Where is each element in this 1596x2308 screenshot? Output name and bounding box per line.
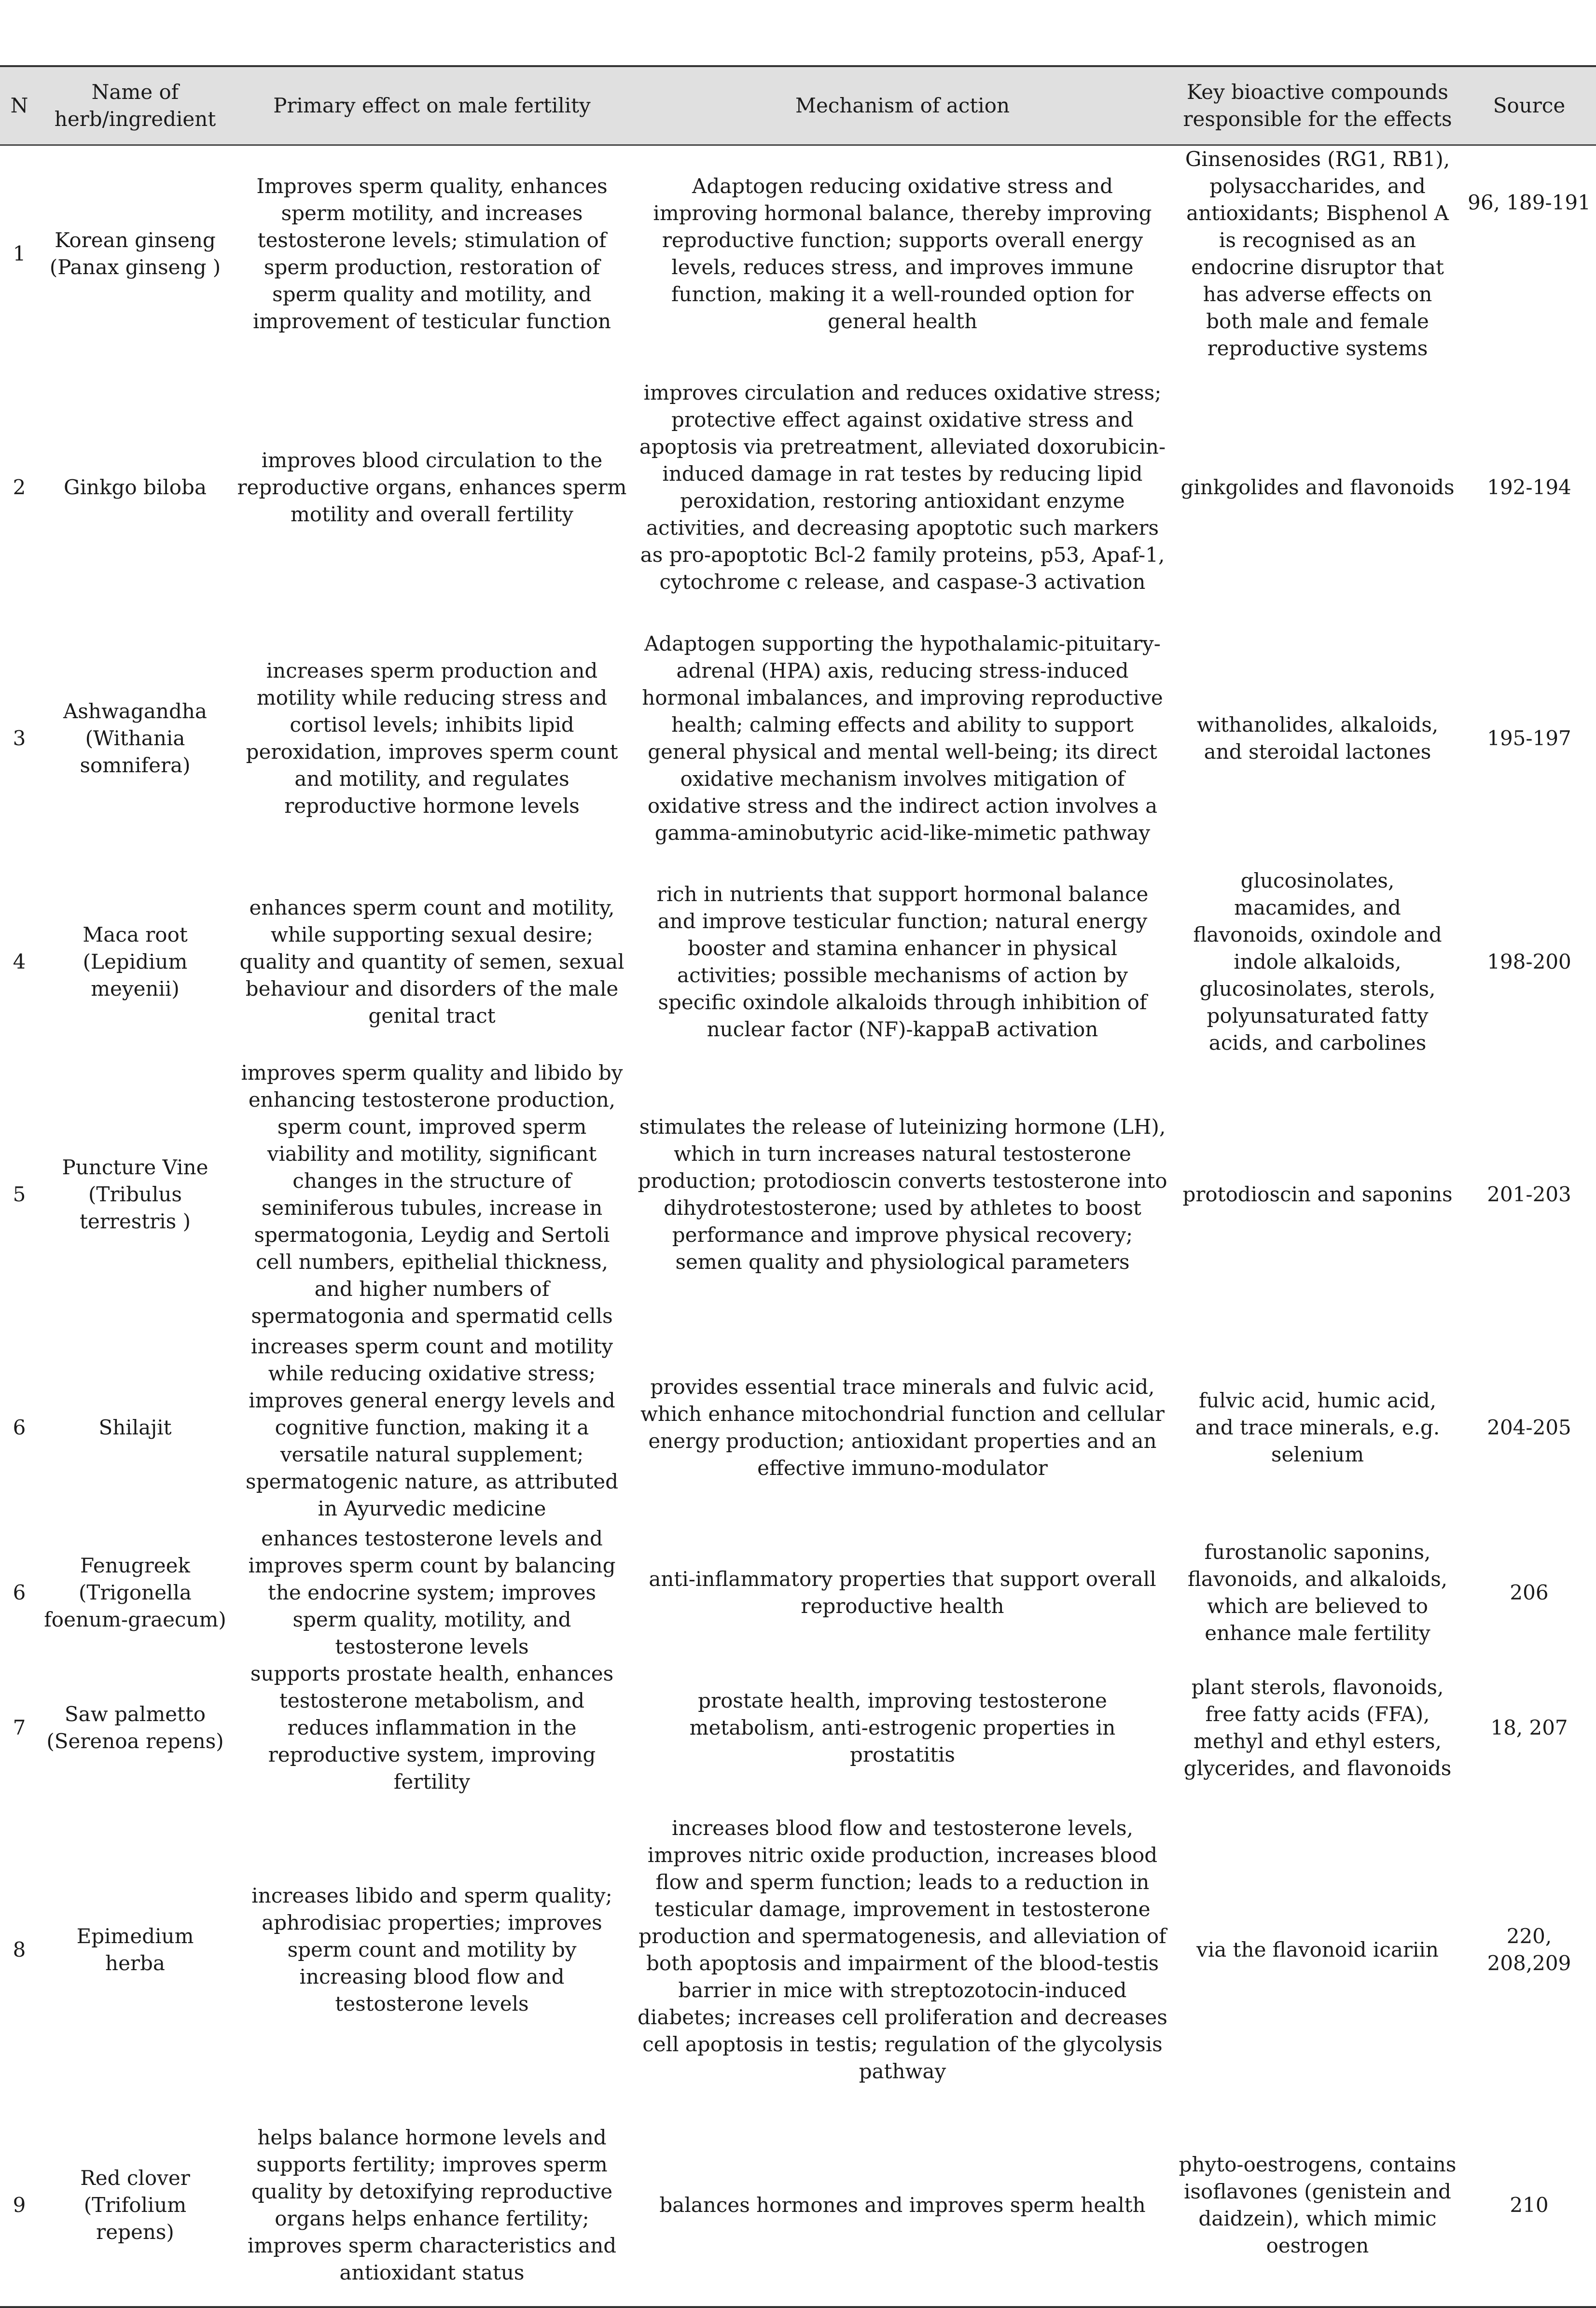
header-effect: Primary effect on male fertility xyxy=(232,66,632,145)
cell-n: 9 xyxy=(0,2104,39,2307)
cell-source: 206 xyxy=(1510,1581,1549,1604)
cell-mechanism: prostate health, improving testosterone metabolism, anti-estrogenic properties in prostatitis xyxy=(689,1689,1116,1766)
cell-n: 3 xyxy=(13,726,26,750)
cell-mechanism: Adaptogen supporting the hypothalamic-pituitary-adrenal (HPA) axis, reducing stress-induced hormonal imbalances, and improving reproductive health; calming effects and ability to support general physical and mental well-being; its direct oxidative mechanism involves mitigation of oxidative stress and the indirect action involves a gamma-aminobutyric acid-like-mimetic pathway xyxy=(642,632,1163,845)
cell-source: 96, 189-191 xyxy=(1468,191,1591,214)
table-row xyxy=(0,2104,1596,2307)
cell-name: Epimedium herba xyxy=(76,1924,194,1975)
header-name: Name of herb/ingredient xyxy=(39,66,232,145)
cell-source: 195-197 xyxy=(1487,726,1571,750)
cell-mechanism: anti-inflammatory properties that support overall reproductive health xyxy=(649,1567,1156,1618)
header-mechanism: Mechanism of action xyxy=(632,66,1173,145)
cell-compounds: withanolides, alkaloids, and steroidal lactones xyxy=(1196,713,1439,764)
cell-compounds: fulvic acid, humic acid, and trace minerals, e.g. selenium xyxy=(1195,1388,1440,1466)
cell-compounds: Ginsenosides (RG1, RB1), polysaccharides, and antioxidants; Bisphenol A is recognised as an endocrine disruptor that has adverse effects on both male and female reproductive systems xyxy=(1185,147,1450,360)
table-row xyxy=(0,1660,1596,1795)
cell-compounds: furostanolic saponins, flavonoids, and alkaloids, which are believed to enhance male fertility xyxy=(1187,1540,1448,1645)
cell-effect: increases libido and sperm quality; aphrodisiac properties; improves sperm count and motility by increasing blood flow and testosterone levels xyxy=(251,1884,612,2016)
cell-name: Red clover (Trifolium repens) xyxy=(39,2104,232,2307)
cell-n: 7 xyxy=(13,1716,26,1739)
cell-name: Ginkgo biloba xyxy=(64,475,207,499)
cell-name: Fenugreek (Trigonella foenum-graecum) xyxy=(44,1554,226,1631)
cell-mechanism: stimulates the release of luteinizing hormone (LH), which in turn increases natural testosterone production; protodioscin converts testosterone into dihydrotestosterone; used by athletes to boost performance and improve physical recovery; semen quality and physiological parameters xyxy=(638,1115,1167,1274)
cell-source: 204-205 xyxy=(1487,1415,1571,1439)
cell-compounds: phyto-oestrogens, contains isoflavones (genistein and daidzein), which mimic oestrogen xyxy=(1173,2104,1462,2307)
cell-source: 220, 208,209 xyxy=(1487,1924,1571,1975)
cell-name: Maca root (Lepidium meyenii) xyxy=(83,922,188,1001)
cell-n: 2 xyxy=(13,475,26,499)
cell-name: Shilajit xyxy=(98,1415,172,1439)
cell-name: Korean ginseng (Panax ginseng ) xyxy=(49,228,221,279)
cell-effect: enhances sperm count and motility, while supporting sexual desire; quality and quantity of semen, sexual behaviour and disorders of the male genital tract xyxy=(239,895,625,1028)
cell-effect: Improves sperm quality, enhances sperm motility, and increases testosterone levels; stimulation of sperm production, restoration of sperm quality and motility, and improvement of testicular function xyxy=(252,174,611,333)
table-row xyxy=(0,145,1596,362)
cell-effect: increases sperm count and motility while reducing oxidative stress; improves general energy levels and cognitive function, making it a versatile natural supplement; spermatogenic nature, as attributed in Ayurvedic medicine xyxy=(246,1334,618,1520)
herb-table-container xyxy=(0,65,1596,2308)
cell-source: 18, 207 xyxy=(1490,1716,1568,1739)
cell-effect: increases sperm production and motility while reducing stress and cortisol levels; inhibits lipid peroxidation, improves sperm count and motility, and regulates reproductive hormone levels xyxy=(246,659,618,818)
cell-effect: improves blood circulation to the reproductive organs, enhances sperm motility and overall fertility xyxy=(237,448,627,526)
table-header xyxy=(0,66,1596,145)
cell-source: 210 xyxy=(1462,2104,1596,2307)
cell-name: Puncture Vine (Tribulus terrestris ) xyxy=(62,1155,208,1233)
cell-n: 1 xyxy=(13,242,26,265)
cell-source: 198-200 xyxy=(1487,949,1571,973)
header-n: N xyxy=(0,66,39,145)
table-row xyxy=(0,1059,1596,1330)
table-row xyxy=(0,1795,1596,2104)
cell-compounds: glucosinolates, macamides, and flavonoids, oxindole and indole alkaloids, glucosinolates, sterols, polyunsaturated fatty acids, and carbolines xyxy=(1193,868,1442,1055)
cell-effect: enhances testosterone levels and improves sperm count by balancing the endocrine system; improves sperm quality, motility, and testosterone levels xyxy=(248,1527,616,1658)
cell-compounds: via the flavonoid icariin xyxy=(1196,1938,1439,1961)
cell-effect: improves sperm quality and libido by enhancing testosterone production, sperm count, improved sperm viability and motility, significant changes in the structure of seminiferous tubules, increase in spermatogonia, Leydig and Sertoli cell numbers, epithelial thickness, and higher numbers of spermatogonia and spermatid cells xyxy=(241,1061,623,1328)
table-row xyxy=(0,1330,1596,1525)
table-row xyxy=(0,613,1596,864)
cell-n: 4 xyxy=(13,949,26,973)
herb-table xyxy=(0,65,1596,2308)
cell-mechanism: balances hormones and improves sperm health xyxy=(632,2104,1173,2307)
cell-effect: helps balance hormone levels and supports fertility; improves sperm quality by detoxifying reproductive organs helps enhance fertility; improves sperm characteristics and antioxidant status xyxy=(232,2104,632,2307)
cell-mechanism: Adaptogen reducing oxidative stress and improving hormonal balance, thereby improving reproductive function; supports overall energy levels, reduces stress, and improves immune function, making it a well-rounded option for general health xyxy=(653,174,1152,333)
cell-effect: supports prostate health, enhances testosterone metabolism, and reduces inflammation in the reproductive system, improving fertility xyxy=(250,1662,614,1794)
cell-mechanism: increases blood flow and testosterone levels, improves nitric oxide production, increases blood flow and sperm function; leads to a reduction in testicular damage, improvement in testosterone production and spermatogenesis, and alleviation of both apoptosis and impairment of the blood-testis barrier in mice with streptozotocin-induced diabetes; increases cell proliferation and decreases cell apoptosis in testis; regulation of the glycolysis pathway xyxy=(638,1816,1167,2083)
table-row xyxy=(0,362,1596,613)
cell-n: 8 xyxy=(13,1938,26,1961)
cell-mechanism: improves circulation and reduces oxidative stress; protective effect against oxidative stress and apoptosis via pretreatment, alleviated doxorubicin-induced damage in rat testes by reducing lipid peroxidation, restoring antioxidant enzyme activities, and decreasing apoptotic such markers as pro-apoptotic Bcl-2 family proteins, p53, Apaf-1, cytochrome c release, and caspase-3 activation xyxy=(639,381,1166,594)
table-row xyxy=(0,1525,1596,1660)
cell-compounds: plant sterols, flavonoids, free fatty acids (FFA), methyl and ethyl esters, glycerides, and flavonoids xyxy=(1183,1675,1452,1780)
cell-n: 5 xyxy=(13,1182,26,1206)
cell-mechanism: provides essential trace minerals and fulvic acid, which enhance mitochondrial function and cellular energy production; antioxidant properties and an effective immuno-modulator xyxy=(640,1375,1165,1480)
cell-source: 192-194 xyxy=(1487,475,1571,499)
table-row xyxy=(0,864,1596,1059)
table-body xyxy=(0,145,1596,2308)
cell-source: 201-203 xyxy=(1487,1182,1571,1206)
header-compounds: Key bioactive compounds responsible for the effects xyxy=(1173,66,1462,145)
header-row xyxy=(0,66,1596,145)
cell-mechanism: rich in nutrients that support hormonal balance and improve testicular function; natural energy booster and stamina enhancer in physical activities; possible mechanisms of action by specific oxindole alkaloids through inhibition of nuclear factor (NF)-kappaB activation xyxy=(656,882,1149,1041)
cell-compounds: ginkgolides and flavonoids xyxy=(1180,475,1455,499)
cell-name: Saw palmetto (Serenoa repens) xyxy=(46,1702,224,1753)
header-source: Source xyxy=(1462,66,1596,145)
cell-n: 6 xyxy=(13,1581,26,1604)
cell-name: Ashwagandha (Withania somnifera) xyxy=(63,699,207,777)
cell-n: 6 xyxy=(13,1415,26,1439)
cell-compounds: protodioscin and saponins xyxy=(1182,1182,1453,1206)
